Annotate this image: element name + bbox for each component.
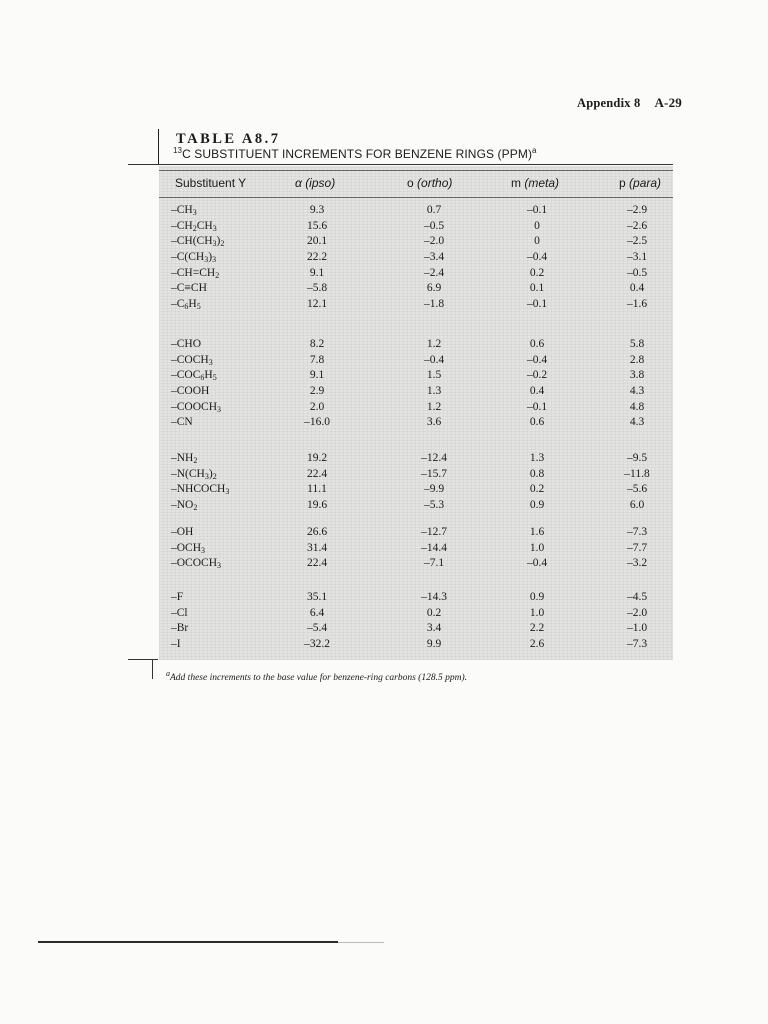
row-group (159, 203, 673, 313)
para-cell: –0.5 (626, 266, 648, 279)
table-title (173, 146, 537, 161)
col-header-para: p (para) (619, 176, 662, 190)
table-row (159, 219, 673, 235)
row-group (159, 590, 673, 653)
table-row (159, 400, 673, 416)
col-header-meta: m (meta) (511, 176, 560, 190)
para-cell: –7.3 (626, 526, 648, 538)
table-left-rule (158, 129, 159, 164)
para-cell: –3.2 (626, 557, 648, 570)
para-cell: –2.5 (626, 235, 648, 248)
row-group (159, 451, 673, 514)
ortho-cell: –14.4 (421, 541, 447, 554)
table-row (159, 368, 673, 384)
table-row (159, 498, 673, 514)
meta-cell: 1.3 (529, 452, 545, 464)
ortho-cell: 0.2 (426, 606, 442, 619)
table-row (159, 337, 673, 353)
meta-cell: 0 (534, 235, 540, 248)
substituent-cell: –Cl (171, 606, 188, 619)
substituent-cell: $-CH_3$ (171, 204, 197, 217)
meta-cell: 1.0 (529, 541, 545, 554)
col-header-ipso: α (ipso) (295, 176, 336, 190)
table-row (159, 234, 673, 250)
substituent-cell: –F (171, 591, 184, 603)
meta-cell: 0.2 (529, 483, 545, 496)
para-cell: –1.0 (626, 622, 648, 635)
meta-cell: 0.6 (529, 416, 545, 429)
para-cell: 4.3 (629, 385, 645, 398)
substituent-cell: $-COOCH_3$ (171, 400, 222, 414)
substituent-cell: $-NO_2$ (171, 499, 198, 513)
title-footnote-mark: a (532, 146, 537, 155)
ipso-cell: –16.0 (304, 416, 330, 429)
table-label: TABLE A8.7 (176, 131, 281, 147)
ipso-cell: 9.1 (309, 369, 325, 382)
ipso-cell: 6.4 (309, 606, 325, 619)
para-cell: –2.9 (626, 204, 648, 216)
para-cell: –11.8 (624, 467, 650, 480)
para-cell: –9.5 (626, 452, 648, 464)
table-row (159, 250, 673, 266)
ortho-cell: 1.3 (426, 385, 442, 398)
table-row (159, 637, 673, 653)
ipso-cell: 8.2 (309, 338, 325, 350)
table-header-row (159, 170, 673, 198)
ortho-cell: 0.7 (426, 204, 442, 216)
substituent-cell: –OH (171, 526, 194, 538)
page-bottom-rule-faint (338, 942, 384, 943)
table-row (159, 415, 673, 431)
substituent-cell: $-N(CH_3)_2$ (171, 467, 217, 481)
ipso-cell: 20.1 (306, 235, 328, 248)
substituent-cell: $-COCH_3$ (171, 353, 213, 367)
ortho-cell: –2.4 (423, 266, 445, 279)
meta-cell: –0.2 (526, 369, 548, 382)
ortho-cell: 1.2 (426, 338, 442, 350)
page-number: A-29 (654, 95, 682, 110)
ipso-cell: 19.6 (306, 499, 328, 512)
para-cell: –5.6 (626, 483, 648, 496)
ipso-cell: 2.0 (309, 400, 325, 413)
meta-cell: –0.1 (526, 298, 548, 311)
table-footnote (166, 669, 467, 683)
meta-cell: 0.2 (529, 266, 545, 279)
meta-cell: 0 (534, 219, 540, 232)
ortho-cell: –1.8 (423, 298, 445, 311)
table-row (159, 451, 673, 467)
ipso-cell: 22.4 (306, 467, 328, 480)
table-row (159, 621, 673, 637)
ipso-cell: 9.3 (309, 204, 325, 216)
substituent-cell: –CHO (171, 338, 202, 350)
substituent-cell: $-NH_2$ (171, 452, 198, 465)
meta-cell: 0.4 (529, 385, 545, 398)
substituent-cell: $-NHCOCH_3$ (171, 483, 230, 497)
meta-cell: 0.8 (529, 467, 545, 480)
para-cell: –3.1 (626, 251, 648, 264)
table-row (159, 203, 673, 219)
ipso-cell: 19.2 (306, 452, 328, 464)
ipso-cell: 22.4 (306, 557, 328, 570)
ipso-cell: –5.8 (306, 282, 328, 295)
ipso-cell: 15.6 (306, 219, 328, 232)
ortho-cell: 3.6 (426, 416, 442, 429)
substituent-cell: $-C_6H_5$ (171, 298, 201, 312)
table-row (159, 482, 673, 498)
para-cell: –7.3 (626, 638, 648, 651)
table-bottom-rule (128, 659, 158, 660)
meta-cell: 0.9 (529, 499, 545, 512)
substituent-cell: –I (171, 638, 181, 651)
row-group (159, 337, 673, 431)
col-header-ortho: o (ortho) (407, 176, 453, 190)
table-row (159, 297, 673, 313)
ortho-cell: –3.4 (423, 251, 445, 264)
table-row (159, 266, 673, 282)
ipso-cell: 7.8 (309, 353, 325, 366)
table-row (159, 556, 673, 572)
ipso-cell: 22.2 (306, 251, 328, 264)
meta-cell: 2.6 (529, 638, 545, 651)
meta-cell: –0.4 (526, 353, 548, 366)
para-cell: 4.8 (629, 400, 645, 413)
title-text: C SUBSTITUENT INCREMENTS FOR BENZENE RINGS (PPM) (182, 147, 533, 161)
meta-cell: 0.6 (529, 338, 545, 350)
ipso-cell: 2.9 (309, 385, 325, 398)
meta-cell: –0.1 (526, 400, 548, 413)
ipso-cell: 35.1 (306, 591, 328, 603)
title-isotope: 13 (173, 146, 183, 155)
substituent-cell: $-CH_2CH_3$ (171, 219, 217, 233)
ortho-cell: 9.9 (426, 638, 442, 651)
ortho-cell: –15.7 (421, 467, 447, 480)
table-row (159, 590, 673, 606)
meta-cell: 1.6 (529, 526, 545, 538)
para-cell: –2.0 (626, 606, 648, 619)
substituent-cell: $-CH(CH_3)_2$ (171, 235, 225, 249)
ipso-cell: 26.6 (306, 526, 328, 538)
ortho-cell: –2.0 (423, 235, 445, 248)
ortho-cell: –12.4 (421, 452, 447, 464)
ortho-cell: –9.9 (423, 483, 445, 496)
para-cell: 6.0 (629, 499, 645, 512)
row-group (159, 525, 673, 572)
substituent-cell: $-C(CH_3)_3$ (171, 251, 217, 265)
ortho-cell: –14.3 (421, 591, 447, 603)
meta-cell: –0.1 (526, 204, 548, 216)
para-cell: –2.6 (626, 219, 648, 232)
para-cell: 3.8 (629, 369, 645, 382)
ortho-cell: 1.5 (426, 369, 442, 382)
table-row (159, 606, 673, 622)
ipso-cell: –32.2 (304, 638, 330, 651)
ortho-cell: –0.4 (423, 353, 445, 366)
substituent-cell: $-COC_6H_5$ (171, 369, 217, 383)
ortho-cell: –12.7 (421, 526, 447, 538)
ipso-cell: 11.1 (307, 483, 327, 496)
footnote-text: Add these increments to the base value for benzene-ring carbons (128.5 ppm). (170, 673, 467, 684)
table-row (159, 467, 673, 483)
ipso-cell: 31.4 (306, 541, 328, 554)
ortho-cell: 3.4 (426, 622, 442, 635)
table-bottom-stub (152, 659, 153, 679)
table-row (159, 384, 673, 400)
para-cell: –1.6 (626, 298, 648, 311)
meta-cell: 2.2 (529, 622, 545, 635)
para-cell: –7.7 (626, 541, 648, 554)
substituent-cell: $-OCOCH_3$ (171, 557, 222, 571)
ortho-cell: –7.1 (423, 557, 445, 570)
table-row (159, 353, 673, 369)
para-cell: 5.8 (629, 338, 645, 350)
meta-cell: 0.9 (529, 591, 545, 603)
substituent-cell: –Br (171, 622, 189, 635)
meta-cell: 0.1 (529, 282, 545, 295)
page-header (577, 95, 682, 111)
para-cell: 0.4 (629, 282, 645, 295)
substituent-cell: –CN (171, 416, 193, 429)
substituent-cell: –C≡CH (171, 282, 207, 295)
ipso-cell: 12.1 (306, 298, 328, 311)
ortho-cell: 6.9 (426, 282, 442, 295)
ortho-cell: –0.5 (423, 219, 445, 232)
table-row (159, 541, 673, 557)
page-bottom-rule (38, 941, 338, 943)
meta-cell: –0.4 (526, 557, 548, 570)
substituent-cell: $-CH=CH_2$ (171, 266, 220, 280)
footnote-mark: a (166, 669, 170, 678)
table-row (159, 525, 673, 541)
para-cell: 2.8 (629, 353, 645, 366)
meta-cell: 1.0 (529, 606, 545, 619)
table-top-rule (128, 164, 673, 165)
ipso-cell: –5.4 (306, 622, 328, 635)
ortho-cell: –5.3 (423, 499, 445, 512)
para-cell: 4.3 (629, 416, 645, 429)
col-header-substituent: Substituent Y (175, 176, 247, 190)
substituent-cell: –COOH (171, 385, 210, 398)
substituent-cell: $-OCH_3$ (171, 541, 206, 555)
table-row (159, 281, 673, 297)
ipso-cell: 9.1 (309, 266, 325, 279)
ortho-cell: 1.2 (426, 400, 442, 413)
appendix-label: Appendix 8 (576, 96, 641, 110)
meta-cell: –0.4 (526, 251, 548, 264)
para-cell: –4.5 (626, 591, 648, 603)
